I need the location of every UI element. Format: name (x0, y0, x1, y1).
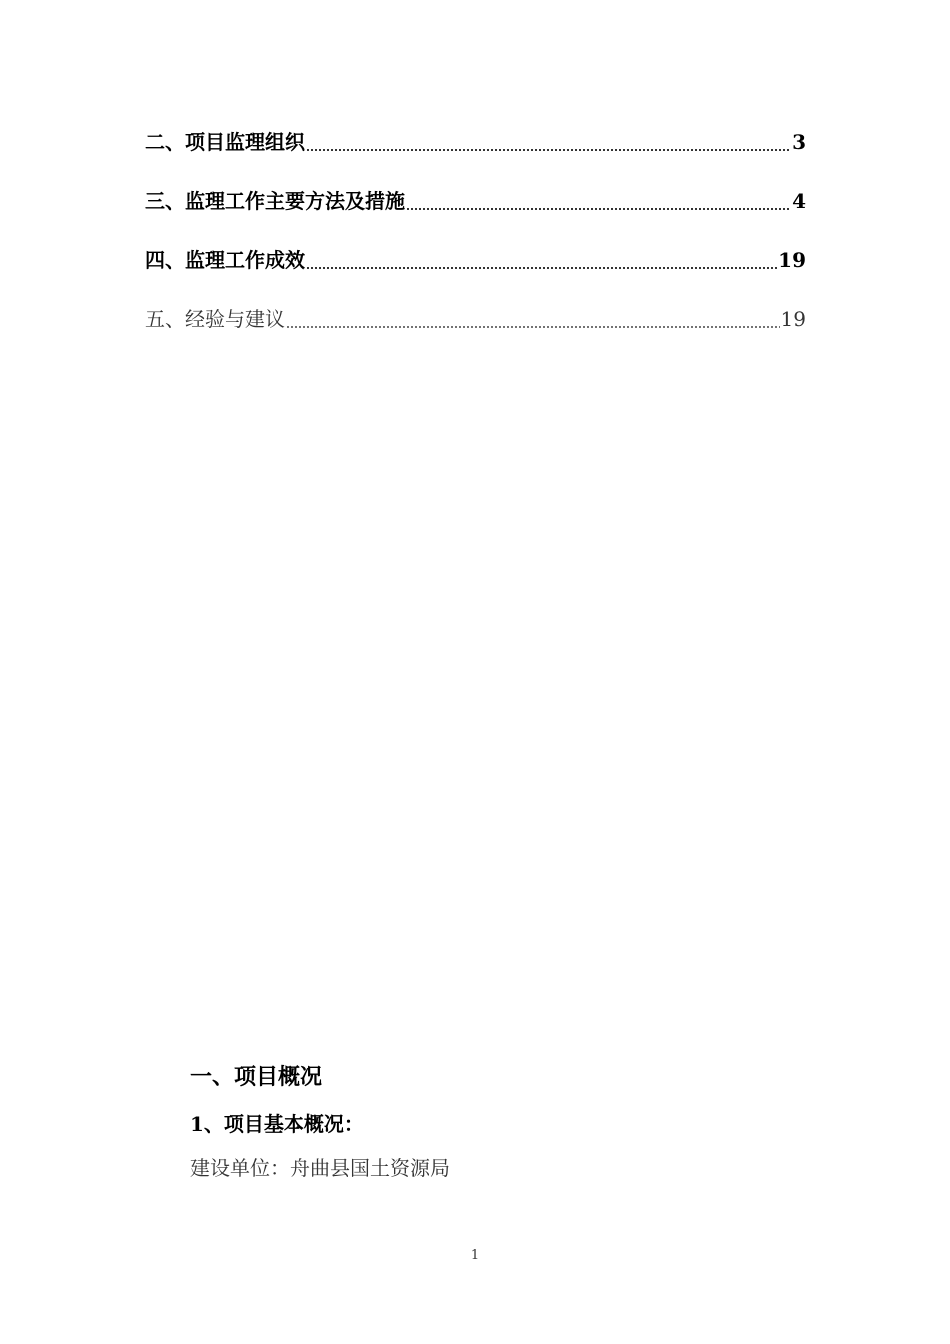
toc-entry-page: 4 (792, 189, 806, 213)
toc-dot-leader (306, 267, 777, 269)
toc-dot-leader (306, 149, 791, 151)
toc-entry-title: 二、项目监理组织 (145, 130, 305, 154)
toc-entry-title: 四、监理工作成效 (145, 248, 305, 272)
toc-entry-project-organization[interactable] (145, 124, 806, 160)
toc-entry-page: 19 (778, 248, 806, 272)
toc-dot-leader (286, 326, 780, 328)
toc-entry-title: 五、经验与建议 (145, 307, 285, 331)
section-heading: 一、项目概况 (190, 1064, 323, 1090)
body-text-line: 建设单位：舟曲县国土资源局 (190, 1156, 450, 1180)
toc-entry-page: 19 (780, 307, 806, 331)
toc-entry-methods-measures[interactable] (145, 183, 806, 219)
sub-heading: 1、项目基本概况： (190, 1112, 364, 1136)
toc-dot-leader (406, 208, 791, 210)
table-of-contents (145, 124, 806, 360)
toc-entry-experience-suggestions[interactable] (145, 301, 806, 337)
toc-entry-title: 三、监理工作主要方法及措施 (145, 189, 405, 213)
toc-entry-results[interactable] (145, 242, 806, 278)
page-number: 1 (470, 1248, 480, 1263)
toc-entry-page: 3 (792, 130, 806, 154)
